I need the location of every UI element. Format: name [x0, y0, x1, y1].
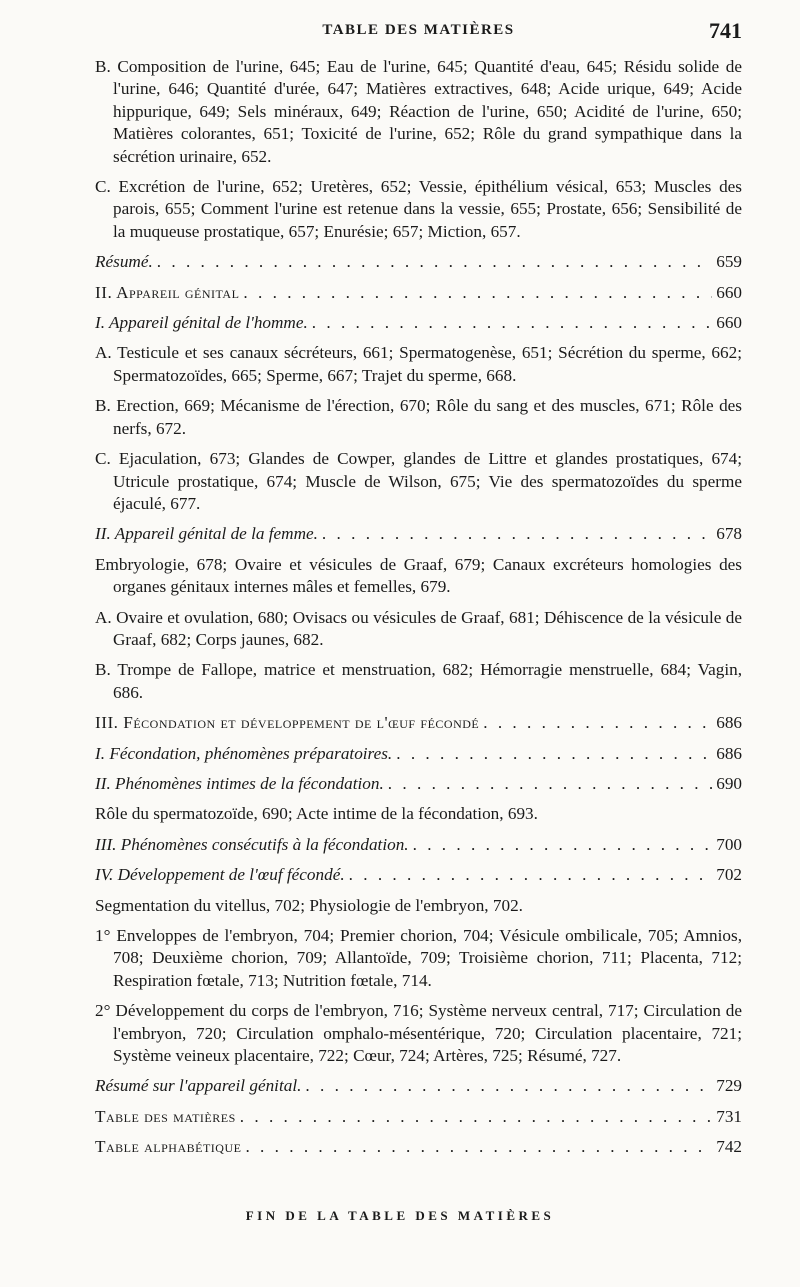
toc-paragraph: B. Erection, 669; Mécanisme de l'érection, 670; Rôle du sang et des muscles, 671; Rôle des nerfs, 672.	[95, 396, 742, 438]
toc-paragraph: C. Excrétion de l'urine, 652; Uretères, 652; Vessie, épithélium vésical, 653; Muscles des parois, 655; Comment l'urine est retenue dans la vessie, 655; Prostate, 656; Sensibilité de la muqueuse prostatique, 657; Enurésie; 657; Miction, 657.	[95, 177, 742, 241]
toc-paragraph: Segmentation du vitellus, 702; Physiologie de l'embryon, 702.	[95, 895, 523, 915]
toc-entry-page: 742	[716, 1137, 742, 1157]
toc-paragraph: B. Composition de l'urine, 645; Eau de l'urine, 645; Quantité d'eau, 645; Résidu solide de l'urine, 646; Quantité d'urée, 647; Matières extractives, 648; Acide urique, 649; Acide hippurique, 649; Sels minéraux, 649; Réaction de l'urine, 650; Acidité de l'urine, 650; Matières colorantes, 651; Toxicité de l'urine, 652; Rôle du grand sympathique dans la sécrétion urinaire, 652.	[95, 57, 742, 166]
toc-paragraph: A. Testicule et ses canaux sécréteurs, 661; Spermatogenèse, 651; Sécrétion du sperme, 662; Spermatozoïdes, 665; Sperme, 667; Trajet du sperme, 668.	[95, 343, 742, 385]
toc-entry-label: Table alphabétique	[95, 1137, 242, 1157]
toc-paragraph: C. Ejaculation, 673; Glandes de Cowper, glandes de Littre et glandes prostatiques, 674; Utricule prostatique, 674; Muscle de Wilson, 675; Vie des spermatozoïdes du sperme éjaculé, 677.	[95, 449, 742, 513]
toc-entry[interactable]	[95, 743, 742, 765]
toc-entry-page: 678	[716, 524, 742, 544]
toc-paragraph: Rôle du spermatozoïde, 690; Acte intime de la fécondation, 693.	[95, 804, 538, 824]
leader-dots	[396, 743, 712, 765]
toc-paragraph: 2° Développement du corps de l'embryon, 716; Système nerveux central, 717; Circulation de l'embryon, 720; Circulation omphalo-mésentérique, 720; Circulation placentaire, 721; Système veineux placentaire, 722; Cœur, 724; Artères, 725; Résumé, 727.	[95, 1001, 742, 1066]
toc-entry-page: 729	[716, 1076, 742, 1096]
leader-dots	[322, 523, 712, 545]
toc-entry[interactable]	[95, 864, 742, 886]
toc-entry-label: II. Phénomènes intimes de la fécondation.	[95, 773, 384, 793]
toc-entry-page: 702	[716, 865, 742, 885]
toc-entry[interactable]	[95, 773, 742, 795]
leader-dots	[413, 834, 713, 856]
toc-entry-page: 686	[716, 743, 742, 763]
toc-entry[interactable]	[95, 523, 742, 545]
toc-entry-page: 660	[716, 282, 742, 302]
leader-dots	[312, 312, 712, 334]
toc-entry-label: II. Appareil génital de la femme.	[95, 524, 318, 544]
toc-entry[interactable]	[95, 1075, 742, 1097]
toc-entry-label: I. Fécondation, phénomènes préparatoires.	[95, 743, 393, 763]
toc-entry-label: III. Phénomènes consécutifs à la fécondation.	[95, 834, 409, 854]
toc-entry[interactable]	[95, 834, 742, 856]
leader-dots	[349, 864, 713, 886]
leader-dots	[243, 282, 712, 304]
table-of-contents	[95, 56, 742, 1167]
toc-entry-label: IV. Développement de l'œuf fécondé.	[95, 865, 345, 885]
toc-entry[interactable]	[95, 312, 742, 334]
toc-entry-page: 690	[716, 773, 742, 793]
toc-entry[interactable]	[95, 1136, 742, 1158]
toc-paragraph: B. Trompe de Fallope, matrice et menstruation, 682; Hémorragie menstruelle, 684; Vagin, 686.	[95, 660, 742, 702]
toc-paragraph: A. Ovaire et ovulation, 680; Ovisacs ou vésicules de Graaf, 681; Déhiscence de la vésicule de Graaf, 682; Corps jaunes, 682.	[95, 607, 742, 649]
toc-entry-label: I. Appareil génital de l'homme.	[95, 313, 308, 333]
toc-entry[interactable]	[95, 1106, 742, 1128]
end-of-table-note: FIN DE LA TABLE DES MATIÈRES	[245, 1208, 555, 1223]
toc-entry[interactable]	[95, 712, 742, 734]
toc-entry[interactable]	[95, 282, 742, 304]
toc-entry-page: 686	[716, 713, 742, 733]
toc-entry-page: 660	[716, 313, 742, 333]
toc-entry-label: II. Appareil génital	[95, 282, 240, 302]
toc-paragraph: Embryologie, 678; Ovaire et vésicules de Graaf, 679; Canaux excréteurs homologies des organes génitaux internes mâles et femelles, 679.	[95, 554, 742, 597]
running-title: TABLE DES MATIÈRES	[322, 22, 515, 38]
toc-entry[interactable]	[95, 251, 742, 273]
page-header	[95, 18, 742, 48]
leader-dots	[305, 1075, 712, 1097]
leader-dots	[157, 251, 712, 273]
toc-entry-page: 700	[716, 834, 742, 854]
toc-entry-page: 731	[716, 1106, 742, 1126]
leader-dots	[483, 712, 712, 734]
toc-entry-label: Résumé.	[95, 252, 153, 272]
toc-entry-label: III. Fécondation et développement de l'œuf fécondé	[95, 713, 480, 733]
toc-entry-page: 659	[716, 252, 742, 272]
toc-entry-label: Résumé sur l'appareil génital.	[95, 1076, 302, 1096]
leader-dots	[388, 773, 712, 795]
leader-dots	[245, 1136, 712, 1158]
toc-entry-label: Table des matières	[95, 1106, 236, 1126]
leader-dots	[240, 1106, 712, 1128]
page-number: 741	[709, 18, 742, 43]
toc-paragraph: 1° Enveloppes de l'embryon, 704; Premier chorion, 704; Vésicule ombilicale, 705; Amnios, 708; Deuxième chorion, 709; Allantoïde, 709; Troisième chorion, 711; Placenta, 712; Respiration fœtale, 713; Nutrition fœtale, 714.	[95, 926, 742, 990]
